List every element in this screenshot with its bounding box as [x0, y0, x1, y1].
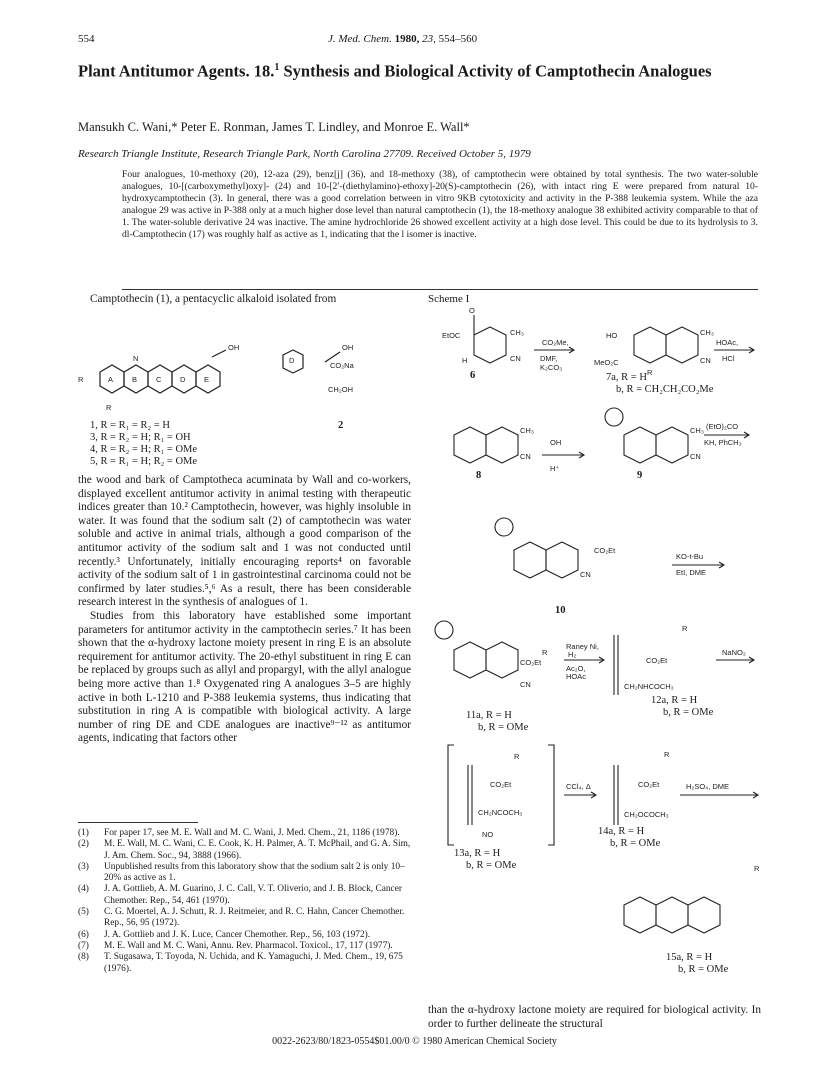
no-label: NO [482, 830, 494, 839]
reference-item: (5) C. G. Moertel, A. J. Schutt, R. J. Reitmeier, and R. C. Hahn, Cancer Chemother. Rep., 56, 95 (1972). [78, 907, 405, 929]
o-label: O [469, 306, 475, 315]
meo2c-label: MeO₂C [594, 358, 619, 367]
ch2oh-label: CH₂OH [328, 385, 353, 394]
label-compound-1: 1, R = R₁ = R₂ = H [90, 420, 170, 431]
label-compound-13 [454, 848, 516, 872]
ch3-label: CH₃ [510, 328, 524, 337]
reagent-label: KH, PhCH₃ [704, 438, 742, 447]
abstract-rule [122, 289, 758, 290]
ho-label: HO [606, 331, 618, 340]
r-label: R [514, 752, 520, 761]
label-compound-13b: b, R = OMe [466, 860, 517, 871]
reference-item: (8) T. Sugasawa, T. Toyoda, N. Uchida, and K. Yamaguchi, J. Med. Chem., 19, 675 (1976). [78, 952, 403, 974]
etoc-label: EtOC [442, 331, 461, 340]
cn-label: CN [510, 354, 521, 363]
h-label: H [462, 356, 468, 365]
title-footnote: 1 [274, 62, 280, 73]
body-column-left [78, 474, 411, 746]
cn-label: CN [580, 570, 591, 579]
journal-citation [328, 33, 477, 45]
abstract: Four analogues, 10-methoxy (20), 12-aza (29), benz[j] (36), and 18-methoxy (38), of camptothecin were obtained by total synthesis. The two water-soluble analogues, 10-[(carboxymethyl)oxy]- (24) and 10-[2′-(diethylamino)-ethoxy]-20(S)-camptothecin (26), with intact ring E were prepared from natural 10-hydroxycamptothecin (3). In general, there was a good correlation between in vitro 9KB cytotoxicity and activity in the P-388 leukemia system. While the aza analogue 29 was active in P-388 only at a much higher dose level than natural camptothecin (1), the 18-methoxy analogue 38 exhibited activity comparable to that of 1. The water-soluble derivative 24 was inactive. The amine hydrochloride 26 showed excellent activity at a high dose level. This could be due to its hydrolysis to 3. dl-Camptothecin (17) was roughly half as active as 1, indicating that the l isomer is inactive. [122, 169, 758, 240]
r1-label: R [78, 375, 84, 384]
label-compound-14 [598, 826, 660, 850]
reference-item: (4) J. A. Gottlieb, A. M. Guarino, J. C. Call, V. T. Oliverio, and J. B. Block, Cancer Chemother. Rep., 54, 461 (1970). [78, 884, 402, 906]
ch3-label: CH₃ [700, 328, 714, 337]
label-compound-10: 10 [555, 605, 566, 616]
label-compound-12 [651, 695, 713, 719]
svg-text:B: B [132, 375, 138, 384]
r-label: R [647, 368, 653, 377]
h-plus-label: H⁺ [550, 464, 560, 473]
compound-labels [90, 420, 197, 468]
ch3-label: CH₃ [690, 426, 704, 435]
cn-label: CN [690, 452, 701, 461]
svg-text:C: C [156, 375, 162, 384]
reagent-label: HOAc [566, 672, 587, 681]
reagent-label: NaNO₂ [722, 648, 746, 657]
affiliation: Research Triangle Institute, Research Triangle Park, North Carolina 27709. Received October 5, 1979 [78, 148, 531, 160]
journal-volume: 23, [422, 33, 436, 45]
n-atom-label: N [133, 354, 139, 363]
cn-label: CN [520, 680, 531, 689]
reagent-label: H₂ [568, 650, 577, 659]
journal-name: J. Med. Chem. [328, 33, 392, 45]
co2na-label: CO₂Na [330, 361, 354, 370]
title-rest: Synthesis and Biological Activity of Camptothecin Analogues [279, 61, 712, 81]
journal-year: 1980, [394, 33, 420, 45]
label-compound-14a: 14a, R = H [598, 826, 645, 837]
co2et-label: CO₂Et [646, 656, 668, 665]
reagent-label: HCl [722, 354, 735, 363]
intro-line [78, 293, 411, 307]
body-paragraph-2: Studies from this laboratory have established some important parameters for antitumor activity in the camptothecin series.⁷ It has been shown that the α-hydroxy lactone moiety present in ring E is an absolute requirement for antitumor activity. The 20-ethyl substituent in ring E can be replaced by groups such as allyl and propargyl, with the allyl analogue being more active than 1.⁸ Oxygenated ring A analogues 3–5 are highly active in both L-1210 and P-388 leukemia systems, thus indicating that substitution in ring A is compatible with biological activity. A large number of ring DE and CDE analogues are inactive⁹⁻¹² as antitumor agents, indicating that factors other [78, 609, 411, 745]
label-compound-15b: b, R = OMe [678, 964, 729, 975]
label-compound-14b: b, R = OMe [610, 838, 661, 849]
journal-pages: 554–560 [438, 33, 478, 45]
camptothecin-structure [78, 310, 408, 420]
svg-text:D: D [289, 356, 295, 365]
intro-text: Camptothecin (1), a pentacyclic alkaloid isolated from [90, 293, 337, 305]
body-column-right-text: than the α-hydroxy lactone moiety are required for biological activity. In order to further delineate the structural [428, 1004, 761, 1030]
label-compound-12a: 12a, R = H [651, 695, 698, 706]
reference-item: (3) Unpublished results from this laboratory show that the sodium salt 2 is only 10–20% as active as 1. [78, 861, 405, 884]
reference-item: (2) M. E. Wall, M. C. Wani, C. E. Cook, K. H. Palmer, A. T. McPhail, and G. A. Sim, J. Am. Chem. Soc., 94, 3888 (1966). [78, 839, 411, 861]
footnote-rule [78, 822, 198, 823]
reference-item: (7) M. E. Wall and M. C. Wani, Annu. Rev. Pharmacol. Toxicol., 17, 117 (1977). [78, 940, 393, 951]
scheme-title: Scheme I [428, 293, 470, 305]
r-label: R [682, 624, 688, 633]
co2et-label: CO₂Et [594, 546, 616, 555]
oh-label: OH [550, 438, 562, 447]
svg-text:A: A [108, 375, 114, 384]
label-compound-3: 3, R = R₂ = H; R₁ = OH [90, 432, 191, 443]
r-label: R [664, 750, 670, 759]
label-compound-11 [466, 710, 528, 734]
label-compound-8: 8 [476, 470, 482, 481]
label-compound-7a: 7a, R = H [606, 372, 647, 383]
svg-text:D: D [180, 375, 186, 384]
label-compound-12b: b, R = OMe [663, 707, 714, 718]
ch2nnococh3-label: CH₂NCOCH₃ [478, 808, 523, 817]
reagent-label: CO₂Me, [542, 338, 569, 347]
label-compound-15a: 15a, R = H [666, 952, 713, 963]
reagent-label: KO-t-Bu [676, 552, 704, 561]
label-compound-13a: 13a, R = H [454, 848, 501, 859]
label-compound-11b: b, R = OMe [478, 722, 529, 733]
reference-list [78, 828, 411, 975]
label-compound-5: 5, R = R₁ = H; R₂ = OMe [90, 456, 198, 467]
reference-item: (6) J. A. Gottlieb and J. K. Luce, Cancer Chemother. Rep., 56, 103 (1972). [78, 929, 371, 940]
reagent-label: DMF, [540, 354, 558, 363]
co2et-label: CO₂Et [490, 780, 512, 789]
scheme-diagram [424, 305, 764, 1005]
co2et-label: CO₂Et [638, 780, 660, 789]
r-label: R [542, 648, 548, 657]
label-compound-4: 4, R = R₂ = H; R₁ = OMe [90, 444, 198, 455]
ch2ococh3-label: CH₂OCOCH₃ [624, 810, 669, 819]
article-title [78, 57, 758, 82]
reagent-label: CCl₄, Δ [566, 782, 591, 791]
page-number: 554 [78, 33, 95, 45]
label-compound-15 [666, 952, 728, 976]
reagent-label: H₂SO₄, DME [686, 782, 730, 791]
label-compound-7 [606, 372, 713, 396]
ch3-label: CH₃ [520, 426, 534, 435]
label-compound-7b: b, R = CH₂CH₂CO₂Me [616, 384, 714, 395]
body-paragraph-1: the wood and bark of Camptotheca acuminata by Wall and co-workers, displayed excellent antitumor activity in animal testing with therapeutic indices greater than 10.² Camptothecin, however, was highly insoluble in water. It was found that the sodium salt (2) of camptothecin was water soluble and active in animal trials, although a good comparison of the antitumor activity of the sodium salt and 1 was not conducted until recently.³ Unfortunately, initially encouraging reports⁴ on favorable activity of the sodium salt of 1 in gastrointestinal carcinoma could not be confirmed by later studies.⁵,⁶ As a result, there has been considerable research interest in the synthesis of analogues of 1. [78, 474, 411, 609]
r2-label: R [106, 403, 112, 412]
reagent-label: EtI, DME [676, 568, 707, 577]
cn-label: CN [700, 356, 711, 365]
reagent-label: Ac₂O, [566, 664, 586, 673]
label-compound-9: 9 [637, 470, 643, 481]
co2et-label: CO₂Et [520, 658, 542, 667]
svg-text:E: E [204, 375, 210, 384]
oh-label: OH [228, 343, 240, 352]
label-compound-6: 6 [470, 370, 476, 381]
label-compound-11a: 11a, R = H [466, 710, 512, 721]
reagent-label: HOAc, [716, 338, 739, 347]
footer-copyright: 0022-2623/80/1823-0554$01.00/0 © 1980 American Chemical Society [272, 1036, 557, 1047]
ch2nhcoch3-label: CH₂NHCOCH₃ [624, 682, 674, 691]
oh-label-2: OH [342, 343, 354, 352]
author-list: Mansukh C. Wani,* Peter E. Ronman, James T. Lindley, and Monroe E. Wall* [78, 120, 470, 134]
reagent-label: K₂CO₃ [540, 363, 563, 372]
title-main: Plant Antitumor Agents. 18. [78, 61, 275, 81]
label-compound-2: 2 [338, 420, 344, 431]
cn-label: CN [520, 452, 531, 461]
r-label: R [754, 864, 760, 873]
reagent-label: (EtO)₂CO [706, 422, 739, 431]
reference-item: (1) For paper 17, see M. E. Wall and M. C. Wani, J. Med. Chem., 21, 1186 (1978). [78, 828, 400, 838]
reagent-label: Raney Ni, [566, 642, 599, 651]
